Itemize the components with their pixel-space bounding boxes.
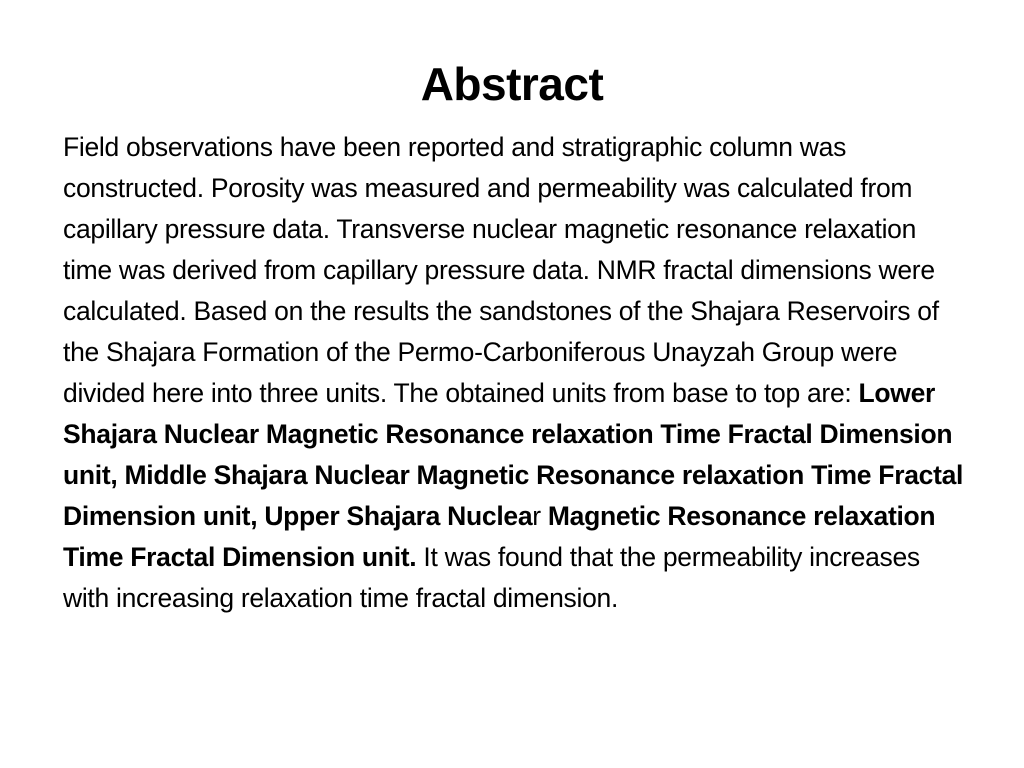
abstract-intro-text: Field observations have been reported and stratigraphic column was constructed. Porosity was measured and permeability was calculated from capillary pressure data. Transverse nuclear magnetic resonance relaxation time was derived from capillary pressure data. NMR fractal dimensions were calculated. Based on the results the sandstones of the Shajara Reservoirs of the Shajara Formation of the Permo-Carboniferous Unayzah Group were divided here into three units. The obtained units from base to top are: — [63, 132, 939, 408]
slide-title: Abstract — [420, 58, 604, 110]
abstract-units-bold-text-continued: Magnetic Resonance relaxation Time Fractal Dimension unit. — [63, 501, 936, 572]
abstract-conclusion-text: It was found that the permeability increases with increasing relaxation time fractal dimension. — [63, 542, 920, 613]
abstract-units-bold-text: Lower Shajara Nuclear Magnetic Resonance relaxation Time Fractal Dimension unit, Middle Shajara Nuclear Magnetic Resonance relaxation Time Fractal Dimension unit, Upper Shajara Nuclea — [63, 378, 964, 531]
abstract-units-regular-letter: r — [532, 501, 541, 531]
abstract-paragraph — [63, 127, 968, 619]
